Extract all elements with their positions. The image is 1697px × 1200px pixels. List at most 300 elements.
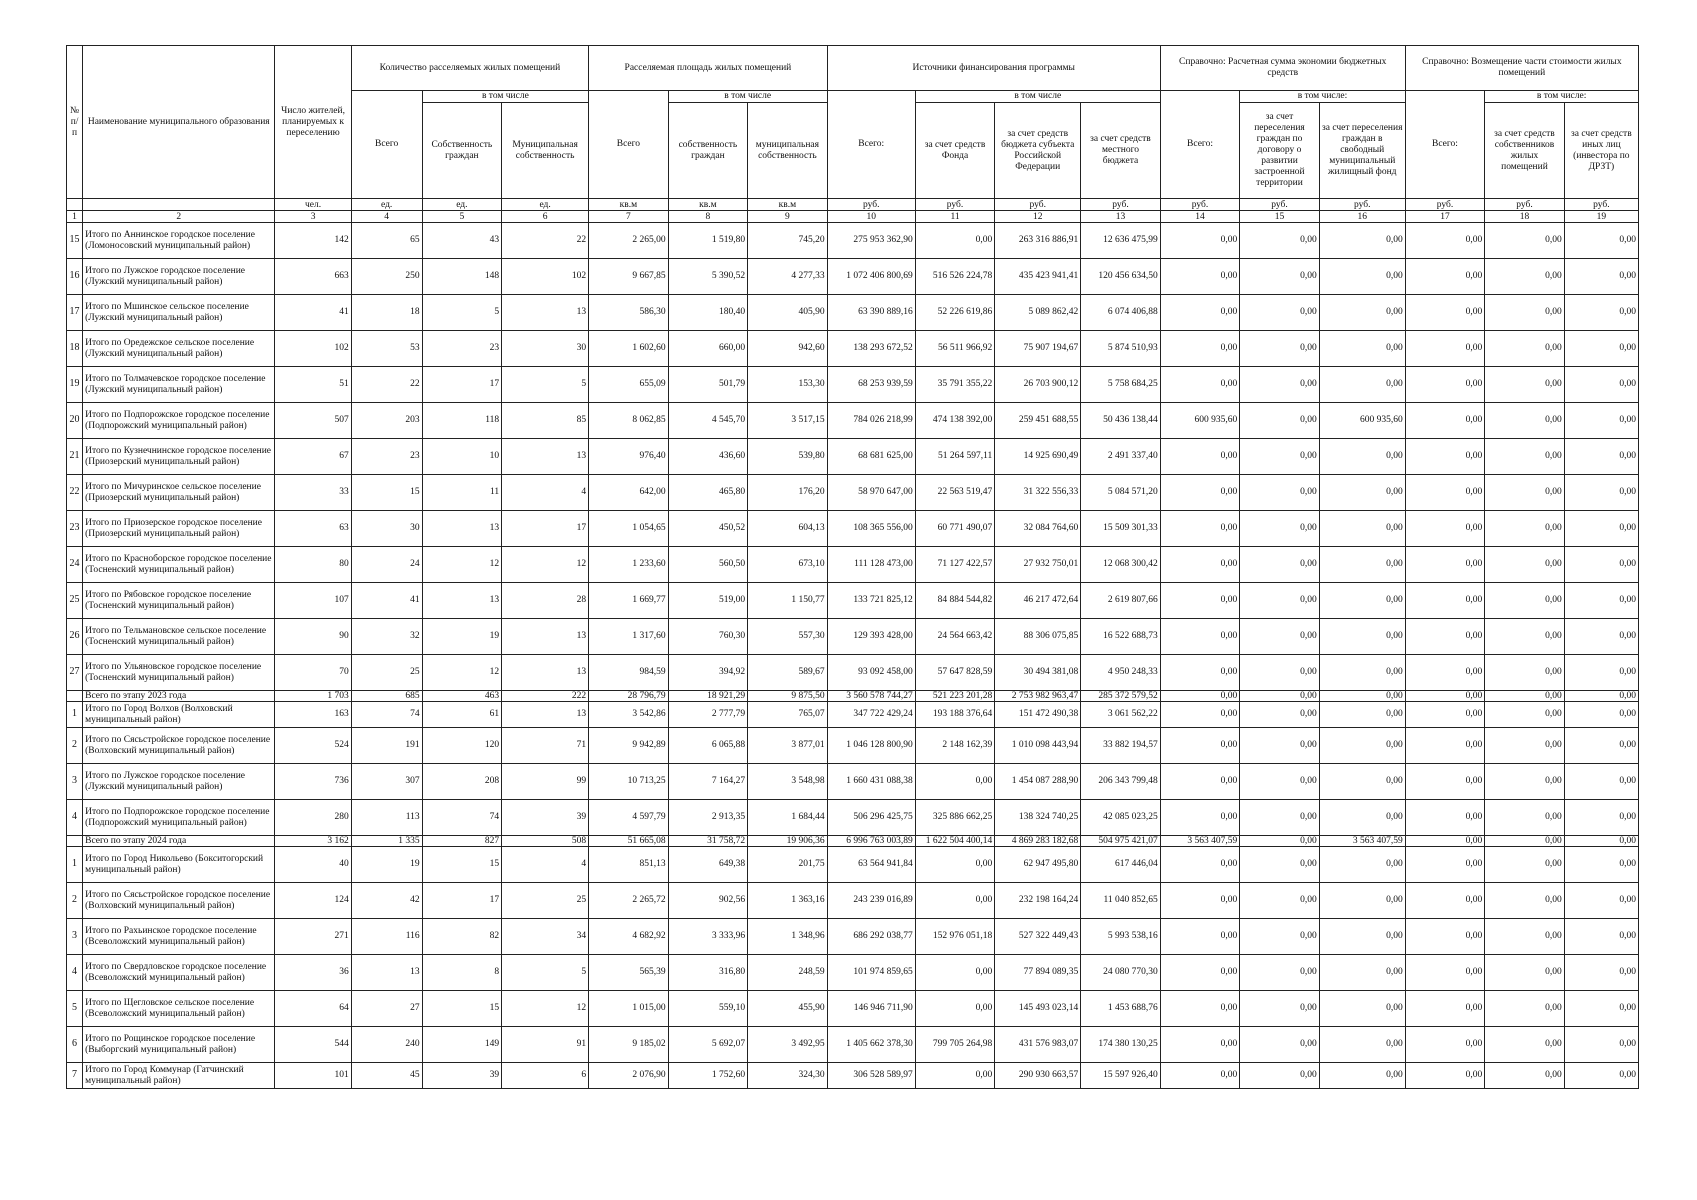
value-col-10: 306 528 589,97 [827,1063,915,1089]
value-col-17: 0,00 [1405,475,1485,511]
value-col-12: 263 316 886,91 [995,223,1081,259]
municipality-name: Итого по Кузнечнинское городское поселение (Приозерский муниципальный район) [83,439,275,475]
value-col-3: 51 [275,367,351,403]
table-row [67,655,1639,691]
value-col-13: 4 950 248,33 [1081,655,1161,691]
value-col-13: 5 993 538,16 [1081,919,1161,955]
value-col-15: 0,00 [1240,655,1320,691]
value-col-3: 33 [275,475,351,511]
value-col-10: 138 293 672,52 [827,331,915,367]
municipality-name: Итого по Подпорожское городское поселение (Подпорожский муниципальный район) [83,800,275,836]
table-row [67,800,1639,836]
value-col-3: 64 [275,991,351,1027]
value-col-7: 4 682,92 [589,919,669,955]
units-row [67,199,1639,211]
column-number-cell-12: 12 [995,211,1081,223]
value-col-19: 0,00 [1564,619,1638,655]
value-col-6: 5 [502,955,589,991]
value-col-13: 285 372 579,52 [1081,691,1161,702]
municipality-name: Итого по Рябовское городское поселение (Тосненский муниципальный район) [83,583,275,619]
value-col-12: 88 306 075,85 [995,619,1081,655]
value-col-9: 3 548,98 [748,764,828,800]
value-col-9: 539,80 [748,439,828,475]
municipality-name: Итого по Приозерское городское поселение (Приозерский муниципальный район) [83,511,275,547]
value-col-6: 91 [502,1027,589,1063]
table-row [67,919,1639,955]
value-col-6: 4 [502,847,589,883]
value-col-13: 12 068 300,42 [1081,547,1161,583]
unit-cell-19: руб. [1564,199,1638,211]
value-col-9: 765,07 [748,702,828,728]
value-col-8: 436,60 [668,439,748,475]
value-col-6: 12 [502,547,589,583]
value-col-19: 0,00 [1564,955,1638,991]
value-col-12: 232 198 164,24 [995,883,1081,919]
table-row [67,223,1639,259]
value-col-9: 1 363,16 [748,883,828,919]
value-col-4: 74 [351,702,422,728]
column-number-cell-1: 1 [67,211,83,223]
value-col-10: 506 296 425,75 [827,800,915,836]
value-col-7: 1 054,65 [589,511,669,547]
value-col-6: 5 [502,367,589,403]
value-col-9: 324,30 [748,1063,828,1089]
value-col-11: 2 148 162,39 [915,728,995,764]
value-col-9: 153,30 [748,367,828,403]
incl-header: в том числе [915,91,1160,103]
value-col-16: 3 563 407,59 [1319,836,1405,847]
column-number-cell-11: 11 [915,211,995,223]
unit-cell-13: руб. [1081,199,1161,211]
table-row [67,475,1639,511]
value-col-13: 2 619 807,66 [1081,583,1161,619]
value-col-18: 0,00 [1485,619,1565,655]
value-col-15: 0,00 [1240,403,1320,439]
value-col-18: 0,00 [1485,764,1565,800]
value-col-19: 0,00 [1564,331,1638,367]
value-col-5: 17 [422,883,502,919]
value-col-15: 0,00 [1240,836,1320,847]
value-col-10: 347 722 429,24 [827,702,915,728]
municipality-name: Итого по Лужское городское поселение (Лужский муниципальный район) [83,764,275,800]
value-col-12: 290 930 663,57 [995,1063,1081,1089]
table-row [67,728,1639,764]
value-col-13: 6 074 406,88 [1081,295,1161,331]
value-col-18: 0,00 [1485,547,1565,583]
value-col-4: 65 [351,223,422,259]
table-row [67,547,1639,583]
value-col-5: 120 [422,728,502,764]
column-number-cell-10: 10 [827,211,915,223]
value-col-5: 11 [422,475,502,511]
column-number-cell-15: 15 [1240,211,1320,223]
row-number: 3 [67,764,83,800]
value-col-14: 0,00 [1160,764,1240,800]
value-col-14: 0,00 [1160,511,1240,547]
col-6-header: Муниципальная собственность [502,103,589,199]
value-col-7: 3 542,86 [589,702,669,728]
value-col-4: 19 [351,847,422,883]
value-col-6: 30 [502,331,589,367]
value-col-4: 27 [351,991,422,1027]
value-col-19: 0,00 [1564,295,1638,331]
value-col-8: 902,56 [668,883,748,919]
row-number [67,836,83,847]
value-col-13: 24 080 770,30 [1081,955,1161,991]
value-col-11: 0,00 [915,764,995,800]
incl-header: в том числе: [1485,91,1639,103]
value-col-4: 23 [351,439,422,475]
row-number: 15 [67,223,83,259]
value-col-11: 22 563 519,47 [915,475,995,511]
column-number-cell-4: 4 [351,211,422,223]
col-residents-header: Число жителей, планируемых к переселению [275,46,351,199]
value-col-9: 3 517,15 [748,403,828,439]
value-col-4: 240 [351,1027,422,1063]
value-col-17: 0,00 [1405,367,1485,403]
value-col-9: 673,10 [748,547,828,583]
row-number: 25 [67,583,83,619]
table-row [67,583,1639,619]
value-col-11: 0,00 [915,847,995,883]
value-col-10: 63 390 889,16 [827,295,915,331]
table-row [67,955,1639,991]
value-col-11: 474 138 392,00 [915,403,995,439]
value-col-16: 0,00 [1319,439,1405,475]
value-col-9: 604,13 [748,511,828,547]
value-col-15: 0,00 [1240,583,1320,619]
row-number: 23 [67,511,83,547]
stage-total-row [67,836,1639,847]
value-col-18: 0,00 [1485,991,1565,1027]
col-15-header: за счет переселения граждан по договору о развитии застроенной территории [1240,103,1320,199]
row-number: 1 [67,847,83,883]
column-number-cell-3: 3 [275,211,351,223]
value-col-12: 46 217 472,64 [995,583,1081,619]
value-col-12: 435 423 941,41 [995,259,1081,295]
value-col-12: 151 472 490,38 [995,702,1081,728]
value-col-13: 16 522 688,73 [1081,619,1161,655]
value-col-17: 0,00 [1405,728,1485,764]
value-col-18: 0,00 [1485,583,1565,619]
table-row [67,883,1639,919]
value-col-7: 984,59 [589,655,669,691]
value-col-10: 6 996 763 003,89 [827,836,915,847]
value-col-18: 0,00 [1485,511,1565,547]
municipality-name: Итого по Оредежское сельское поселение (Лужский муниципальный район) [83,331,275,367]
value-col-5: 10 [422,439,502,475]
value-col-19: 0,00 [1564,847,1638,883]
value-col-17: 0,00 [1405,955,1485,991]
value-col-4: 685 [351,691,422,702]
value-col-15: 0,00 [1240,800,1320,836]
value-col-14: 0,00 [1160,331,1240,367]
value-col-13: 504 975 421,07 [1081,836,1161,847]
value-col-18: 0,00 [1485,919,1565,955]
value-col-7: 9 667,85 [589,259,669,295]
unit-cell-8: кв.м [668,199,748,211]
column-number-cell-16: 16 [1319,211,1405,223]
value-col-5: 12 [422,547,502,583]
value-col-9: 745,20 [748,223,828,259]
value-col-7: 10 713,25 [589,764,669,800]
column-number-cell-13: 13 [1081,211,1161,223]
value-col-8: 4 545,70 [668,403,748,439]
column-number-cell-5: 5 [422,211,502,223]
value-col-8: 7 164,27 [668,764,748,800]
value-col-12: 27 932 750,01 [995,547,1081,583]
value-col-10: 1 072 406 800,69 [827,259,915,295]
value-col-6: 222 [502,691,589,702]
resettlement-table [66,45,1639,1089]
row-number: 16 [67,259,83,295]
value-col-12: 30 494 381,08 [995,655,1081,691]
value-col-3: 544 [275,1027,351,1063]
group-finance-header: Источники финансирования программы [827,46,1160,91]
value-col-9: 942,60 [748,331,828,367]
value-col-9: 19 906,36 [748,836,828,847]
municipality-name: Итого по Мшинское сельское поселение (Лужский муниципальный район) [83,295,275,331]
value-col-16: 0,00 [1319,1063,1405,1089]
value-col-17: 0,00 [1405,403,1485,439]
municipality-name: Итого по Город Никольево (Бокситогорский муниципальный район) [83,847,275,883]
col-name-header: Наименование муниципального образования [83,46,275,199]
row-number: 17 [67,295,83,331]
value-col-8: 501,79 [668,367,748,403]
value-col-19: 0,00 [1564,367,1638,403]
value-col-8: 2 777,79 [668,702,748,728]
value-col-12: 527 322 449,43 [995,919,1081,955]
value-col-5: 15 [422,847,502,883]
value-col-15: 0,00 [1240,919,1320,955]
value-col-15: 0,00 [1240,764,1320,800]
unit-cell-3: чел. [275,199,351,211]
unit-cell-11: руб. [915,199,995,211]
value-col-16: 0,00 [1319,702,1405,728]
value-col-15: 0,00 [1240,1027,1320,1063]
value-col-16: 0,00 [1319,511,1405,547]
value-col-13: 11 040 852,65 [1081,883,1161,919]
value-col-8: 450,52 [668,511,748,547]
value-col-3: 101 [275,1063,351,1089]
col-17-header: Всего: [1405,91,1485,199]
table-row [67,702,1639,728]
value-col-18: 0,00 [1485,800,1565,836]
table-row [67,367,1639,403]
table-row [67,511,1639,547]
value-col-8: 31 758,72 [668,836,748,847]
value-col-8: 5 692,07 [668,1027,748,1063]
row-number: 2 [67,883,83,919]
value-col-3: 70 [275,655,351,691]
column-number-cell-18: 18 [1485,211,1565,223]
value-col-17: 0,00 [1405,991,1485,1027]
value-col-12: 14 925 690,49 [995,439,1081,475]
value-col-12: 259 451 688,55 [995,403,1081,439]
value-col-7: 586,30 [589,295,669,331]
value-col-15: 0,00 [1240,991,1320,1027]
value-col-10: 108 365 556,00 [827,511,915,547]
row-number: 7 [67,1063,83,1089]
value-col-14: 0,00 [1160,475,1240,511]
unit-cell-1 [67,199,83,211]
value-col-18: 0,00 [1485,1027,1565,1063]
value-col-19: 0,00 [1564,475,1638,511]
unit-cell-16: руб. [1319,199,1405,211]
municipality-name: Итого по Свердловское городское поселение (Всеволожский муниципальный район) [83,955,275,991]
value-col-14: 0,00 [1160,728,1240,764]
value-col-16: 0,00 [1319,847,1405,883]
value-col-5: 5 [422,295,502,331]
value-col-18: 0,00 [1485,295,1565,331]
row-number: 26 [67,619,83,655]
value-col-4: 30 [351,511,422,547]
value-col-8: 560,50 [668,547,748,583]
value-col-12: 138 324 740,25 [995,800,1081,836]
value-col-11: 0,00 [915,1063,995,1089]
value-col-5: 13 [422,511,502,547]
value-col-10: 58 970 647,00 [827,475,915,511]
value-col-19: 0,00 [1564,702,1638,728]
col-11-header: за счет средств Фонда [915,103,995,199]
value-col-17: 0,00 [1405,764,1485,800]
municipality-name: Всего по этапу 2023 года [83,691,275,702]
value-col-4: 32 [351,619,422,655]
value-col-15: 0,00 [1240,728,1320,764]
value-col-7: 51 665,08 [589,836,669,847]
value-col-5: 15 [422,991,502,1027]
value-col-3: 142 [275,223,351,259]
column-number-cell-7: 7 [589,211,669,223]
value-col-10: 111 128 473,00 [827,547,915,583]
value-col-12: 26 703 900,12 [995,367,1081,403]
value-col-10: 68 253 939,59 [827,367,915,403]
municipality-name: Итого по Ульяновское городское поселение (Тосненский муниципальный район) [83,655,275,691]
value-col-9: 1 684,44 [748,800,828,836]
value-col-16: 0,00 [1319,764,1405,800]
value-col-5: 208 [422,764,502,800]
municipality-name: Итого по Сясьстройское городское поселение (Волховский муниципальный район) [83,728,275,764]
value-col-11: 60 771 490,07 [915,511,995,547]
value-col-9: 1 348,96 [748,919,828,955]
column-number-cell-19: 19 [1564,211,1638,223]
value-col-6: 102 [502,259,589,295]
value-col-6: 13 [502,295,589,331]
value-col-19: 0,00 [1564,403,1638,439]
value-col-6: 13 [502,702,589,728]
value-col-5: 148 [422,259,502,295]
value-col-18: 0,00 [1485,955,1565,991]
value-col-4: 250 [351,259,422,295]
row-number: 21 [67,439,83,475]
value-col-18: 0,00 [1485,331,1565,367]
column-number-cell-8: 8 [668,211,748,223]
value-col-12: 1 010 098 443,94 [995,728,1081,764]
value-col-8: 394,92 [668,655,748,691]
unit-cell-2 [83,199,275,211]
value-col-5: 149 [422,1027,502,1063]
value-col-4: 13 [351,955,422,991]
value-col-5: 23 [422,331,502,367]
value-col-14: 0,00 [1160,583,1240,619]
value-col-19: 0,00 [1564,439,1638,475]
value-col-15: 0,00 [1240,1063,1320,1089]
value-col-6: 25 [502,883,589,919]
value-col-14: 0,00 [1160,619,1240,655]
value-col-15: 0,00 [1240,223,1320,259]
value-col-13: 12 636 475,99 [1081,223,1161,259]
value-col-11: 35 791 355,22 [915,367,995,403]
value-col-14: 600 935,60 [1160,403,1240,439]
value-col-6: 6 [502,1063,589,1089]
incl-header: в том числе: [1240,91,1405,103]
value-col-8: 519,00 [668,583,748,619]
value-col-11: 521 223 201,28 [915,691,995,702]
value-col-10: 68 681 625,00 [827,439,915,475]
value-col-9: 455,90 [748,991,828,1027]
unit-cell-9: кв.м [748,199,828,211]
table-row [67,847,1639,883]
value-col-4: 42 [351,883,422,919]
value-col-7: 2 265,72 [589,883,669,919]
value-col-19: 0,00 [1564,691,1638,702]
col-13-header: за счет средств местного бюджета [1081,103,1161,199]
row-number: 18 [67,331,83,367]
col-14-header: Всего: [1160,91,1240,199]
value-col-6: 17 [502,511,589,547]
col-4-header: Всего [351,91,422,199]
value-col-15: 0,00 [1240,883,1320,919]
value-col-16: 0,00 [1319,619,1405,655]
municipality-name: Итого по Город Коммунар (Гатчинский муниципальный район) [83,1063,275,1089]
value-col-14: 0,00 [1160,991,1240,1027]
column-number-cell-2: 2 [83,211,275,223]
value-col-7: 1 233,60 [589,547,669,583]
value-col-4: 41 [351,583,422,619]
table-row [67,259,1639,295]
value-col-18: 0,00 [1485,847,1565,883]
value-col-11: 0,00 [915,223,995,259]
value-col-19: 0,00 [1564,991,1638,1027]
table-row [67,991,1639,1027]
col-8-header: собственность граждан [668,103,748,199]
value-col-12: 62 947 495,80 [995,847,1081,883]
col-7-header: Всего [589,91,669,199]
value-col-11: 84 884 544,82 [915,583,995,619]
value-col-12: 4 869 283 182,68 [995,836,1081,847]
value-col-11: 152 976 051,18 [915,919,995,955]
value-col-13: 206 343 799,48 [1081,764,1161,800]
value-col-11: 52 226 619,86 [915,295,995,331]
value-col-16: 0,00 [1319,800,1405,836]
value-col-6: 39 [502,800,589,836]
row-number: 24 [67,547,83,583]
value-col-14: 0,00 [1160,259,1240,295]
value-col-13: 5 084 571,20 [1081,475,1161,511]
value-col-19: 0,00 [1564,259,1638,295]
value-col-9: 589,67 [748,655,828,691]
value-col-7: 655,09 [589,367,669,403]
value-col-17: 0,00 [1405,1063,1485,1089]
value-col-9: 3 877,01 [748,728,828,764]
value-col-5: 13 [422,583,502,619]
value-col-15: 0,00 [1240,331,1320,367]
value-col-10: 3 560 578 744,27 [827,691,915,702]
value-col-17: 0,00 [1405,547,1485,583]
table-row [67,619,1639,655]
value-col-11: 71 127 422,57 [915,547,995,583]
table-row [67,403,1639,439]
